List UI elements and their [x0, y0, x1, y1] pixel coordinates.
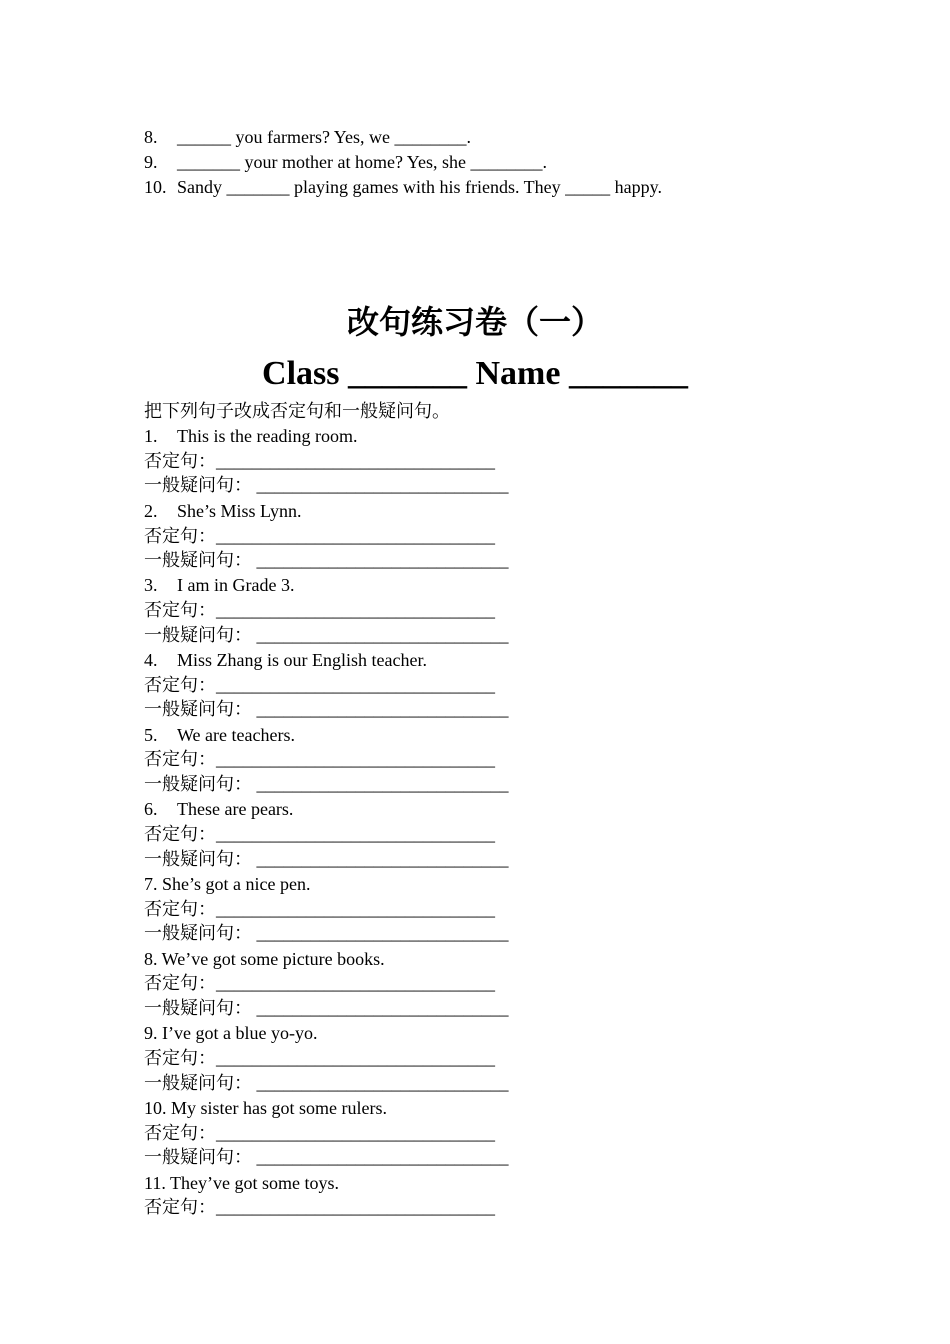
question-answer-line: 一般疑问句： ____________________________ — [144, 699, 509, 719]
negative-answer-line: 否定句：_______________________________ — [144, 899, 495, 919]
negative-answer-line: 否定句：_______________________________ — [144, 451, 495, 471]
sentence-item: 8. We’ve got some picture books. — [144, 949, 385, 969]
instruction: 把下列句子改成否定句和一般疑问句。 — [144, 401, 450, 421]
worksheet-title: 改句练习卷（一） — [346, 304, 603, 340]
sentence-item: 10. My sister has got some rulers. — [144, 1098, 387, 1118]
negative-answer-line: 否定句：_______________________________ — [144, 824, 495, 844]
question-answer-line: 一般疑问句： ____________________________ — [144, 550, 509, 570]
question-answer-line: 一般疑问句： ____________________________ — [144, 625, 509, 645]
sentence-item: 5. We are teachers. — [144, 725, 295, 745]
negative-answer-line: 否定句：_______________________________ — [144, 1123, 495, 1143]
question-answer-line: 一般疑问句： ____________________________ — [144, 1073, 509, 1093]
class-name-line: Class _______ Name _______ — [262, 355, 688, 392]
question-answer-line: 一般疑问句： ____________________________ — [144, 1147, 509, 1167]
negative-answer-line: 否定句：_______________________________ — [144, 526, 495, 546]
sentence-item: 11. They’ve got some toys. — [144, 1173, 339, 1193]
negative-answer-line: 否定句：_______________________________ — [144, 675, 495, 695]
negative-answer-line: 否定句：_______________________________ — [144, 1197, 495, 1217]
question-answer-line: 一般疑问句： ____________________________ — [144, 475, 509, 495]
sentence-item: 1. This is the reading room. — [144, 426, 358, 446]
sentence-item: 6. These are pears. — [144, 799, 294, 819]
question-answer-line: 一般疑问句： ____________________________ — [144, 774, 509, 794]
sentence-item: 3. I am in Grade 3. — [144, 575, 295, 595]
question-answer-line: 一般疑问句： ____________________________ — [144, 998, 509, 1018]
sentence-item: 2. She’s Miss Lynn. — [144, 501, 302, 521]
sentence-item: 9. I’ve got a blue yo-yo. — [144, 1023, 318, 1043]
fill-blank-item: 9. _______ your mother at home? Yes, she ________. — [144, 152, 547, 172]
fill-blank-item: 8. ______ you farmers? Yes, we ________. — [144, 127, 471, 147]
sentence-item: 7. She’s got a nice pen. — [144, 874, 311, 894]
negative-answer-line: 否定句：_______________________________ — [144, 1048, 495, 1068]
negative-answer-line: 否定句：_______________________________ — [144, 749, 495, 769]
question-answer-line: 一般疑问句： ____________________________ — [144, 849, 509, 869]
question-answer-line: 一般疑问句： ____________________________ — [144, 923, 509, 943]
fill-blank-item: 10. Sandy _______ playing games with his friends. They _____ happy. — [144, 177, 662, 197]
negative-answer-line: 否定句：_______________________________ — [144, 600, 495, 620]
negative-answer-line: 否定句：_______________________________ — [144, 973, 495, 993]
sentence-item: 4. Miss Zhang is our English teacher. — [144, 650, 427, 670]
